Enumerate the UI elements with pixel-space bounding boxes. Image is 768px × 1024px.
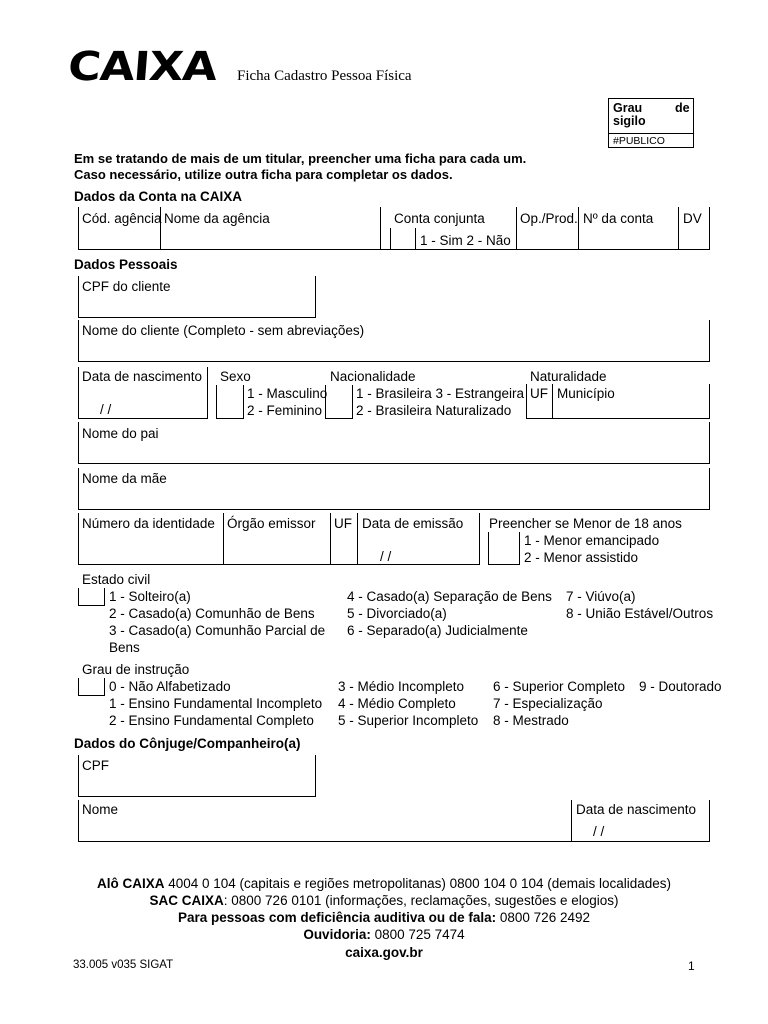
label-op-prod: Op./Prod. bbox=[520, 211, 578, 226]
section-conjuge: Dados do Cônjuge/Companheiro(a) bbox=[74, 736, 301, 751]
estado-civil-2: 2 - Casado(a) Comunhão de Bens bbox=[109, 606, 315, 621]
instrucao-7: 7 - Especialização bbox=[493, 696, 603, 711]
instrucao-0: 0 - Não Alfabetizado bbox=[109, 679, 231, 694]
estado-civil-3b: Bens bbox=[109, 640, 140, 655]
footer-site-link[interactable]: caixa.gov.br bbox=[345, 945, 423, 960]
sigilo-label: Grau bbox=[613, 101, 643, 115]
estado-civil-6: 6 - Separado(a) Judicialmente bbox=[347, 623, 528, 638]
menor-checkbox[interactable] bbox=[488, 532, 520, 565]
estado-civil-3a: 3 - Casado(a) Comunhão Parcial de bbox=[109, 623, 326, 638]
instrucao-4: 4 - Médio Completo bbox=[338, 696, 456, 711]
nac-option-1: 1 - Brasileira 3 - Estrangeira bbox=[356, 386, 525, 401]
footer-alo bbox=[0, 876, 768, 891]
sigilo-label-de: de bbox=[675, 101, 690, 115]
sigilo-box bbox=[608, 98, 694, 148]
sexo-option-2: 2 - Feminino bbox=[247, 403, 323, 418]
label-municipio: Município bbox=[557, 386, 615, 401]
footer-def-text: 0800 726 2492 bbox=[496, 910, 590, 925]
label-naturalidade: Naturalidade bbox=[530, 369, 607, 384]
form-code: 33.005 v035 SIGAT bbox=[73, 959, 174, 971]
estado-civil-5: 5 - Divorciado(a) bbox=[347, 606, 447, 621]
nacionalidade-checkbox[interactable] bbox=[325, 385, 353, 419]
label-conjuge-nome: Nome bbox=[82, 802, 119, 817]
label-orgao-emissor: Órgão emissor bbox=[227, 516, 316, 531]
label-conjuge-data-nasc: Data de nascimento bbox=[576, 802, 697, 817]
caixa-logo: CAIXA bbox=[66, 44, 218, 90]
instrucao-5: 5 - Superior Incompleto bbox=[338, 713, 479, 728]
section-conta: Dados da Conta na CAIXA bbox=[74, 189, 243, 204]
intro-line-2: Caso necessário, utilize outra ficha para completar os dados. bbox=[74, 167, 453, 182]
footer-sac-label: SAC CAIXA bbox=[149, 893, 224, 908]
footer-def-label: Para pessoas com deficiência auditiva ou de fala: bbox=[178, 910, 497, 925]
nac-option-2: 2 - Brasileira Naturalizado bbox=[356, 403, 512, 418]
conjuge-cpf-field[interactable] bbox=[78, 755, 316, 797]
label-cpf: CPF do cliente bbox=[82, 279, 171, 294]
estado-civil-4: 4 - Casado(a) Separação de Bens bbox=[347, 589, 552, 604]
sexo-checkbox[interactable] bbox=[216, 385, 244, 419]
menor-option-2: 2 - Menor assistido bbox=[524, 550, 639, 565]
label-instrucao: Grau de instrução bbox=[82, 662, 190, 677]
footer-ouv-label: Ouvidoria: bbox=[303, 927, 371, 942]
label-nome-pai: Nome do pai bbox=[82, 426, 159, 441]
label-num-identidade: Número da identidade bbox=[82, 516, 215, 531]
conjuge-data-blank: / / bbox=[593, 824, 605, 839]
form-title: Ficha Cadastro Pessoa Física bbox=[237, 68, 412, 84]
page-number: 1 bbox=[688, 959, 695, 973]
instrucao-6: 6 - Superior Completo bbox=[493, 679, 626, 694]
footer-sac-text: : 0800 726 0101 (informações, reclamações, sugestões e elogios) bbox=[223, 893, 619, 908]
footer-alo-label: Alô CAIXA bbox=[96, 876, 165, 891]
instrucao-8: 8 - Mestrado bbox=[493, 713, 569, 728]
footer-ouv-text: 0800 725 7474 bbox=[370, 927, 465, 942]
estado-civil-8: 8 - União Estável/Outros bbox=[566, 606, 714, 621]
data-emissao-blank: / / bbox=[380, 549, 392, 564]
nome-mae-field[interactable] bbox=[78, 468, 710, 510]
conjunta-checkbox[interactable] bbox=[390, 228, 416, 250]
label-nome-mae: Nome da mãe bbox=[82, 471, 167, 486]
label-conta-conjunta: Conta conjunta bbox=[394, 211, 485, 226]
sigilo-label-2: sigilo bbox=[613, 114, 646, 128]
footer-alo-text: 4004 0 104 (capitais e regiões metropolitanas) 0800 104 0 104 (demais localidades) bbox=[164, 876, 672, 891]
label-estado-civil: Estado civil bbox=[82, 572, 151, 587]
label-sexo: Sexo bbox=[220, 369, 251, 384]
instrucao-checkbox[interactable] bbox=[78, 678, 105, 696]
label-nome-agencia: Nome da agência bbox=[164, 211, 270, 226]
instrucao-2: 2 - Ensino Fundamental Completo bbox=[109, 713, 314, 728]
conjunta-options: 1 - Sim 2 - Não bbox=[420, 233, 511, 248]
label-menor: Preencher se Menor de 18 anos bbox=[489, 516, 682, 531]
section-pessoais: Dados Pessoais bbox=[74, 257, 178, 272]
menor-option-1: 1 - Menor emancipado bbox=[524, 533, 660, 548]
nome-pai-field[interactable] bbox=[78, 422, 710, 464]
instrucao-9: 9 - Doutorado bbox=[639, 679, 722, 694]
data-nasc-blank: / / bbox=[100, 402, 112, 417]
estado-civil-1: 1 - Solteiro(a) bbox=[109, 589, 191, 604]
sexo-option-1: 1 - Masculino bbox=[247, 386, 328, 401]
label-cod-agencia: Cód. agência bbox=[82, 211, 162, 226]
sigilo-value: #PUBLICO bbox=[613, 135, 665, 147]
label-conjuge-cpf: CPF bbox=[82, 758, 109, 773]
instrucao-3: 3 - Médio Incompleto bbox=[338, 679, 465, 694]
naturalidade-field[interactable] bbox=[526, 384, 710, 419]
label-data-emissao: Data de emissão bbox=[362, 516, 464, 531]
label-dv: DV bbox=[683, 211, 702, 226]
instrucao-1: 1 - Ensino Fundamental Incompleto bbox=[109, 696, 323, 711]
estado-civil-checkbox[interactable] bbox=[78, 588, 105, 606]
footer-deficiencia bbox=[0, 910, 768, 925]
footer-ouvidoria bbox=[0, 927, 768, 942]
label-num-conta: Nº da conta bbox=[583, 211, 654, 226]
label-uf: UF bbox=[530, 386, 548, 401]
label-nome-cliente: Nome do cliente (Completo - sem abreviações) bbox=[82, 323, 365, 338]
footer-sac bbox=[0, 893, 768, 908]
estado-civil-7: 7 - Viúvo(a) bbox=[566, 589, 636, 604]
intro-line-1: Em se tratando de mais de um titular, preencher uma ficha para cada um. bbox=[74, 151, 527, 166]
label-data-nasc: Data de nascimento bbox=[82, 369, 203, 384]
label-uf-identidade: UF bbox=[334, 516, 352, 531]
label-nacionalidade: Nacionalidade bbox=[330, 369, 416, 384]
